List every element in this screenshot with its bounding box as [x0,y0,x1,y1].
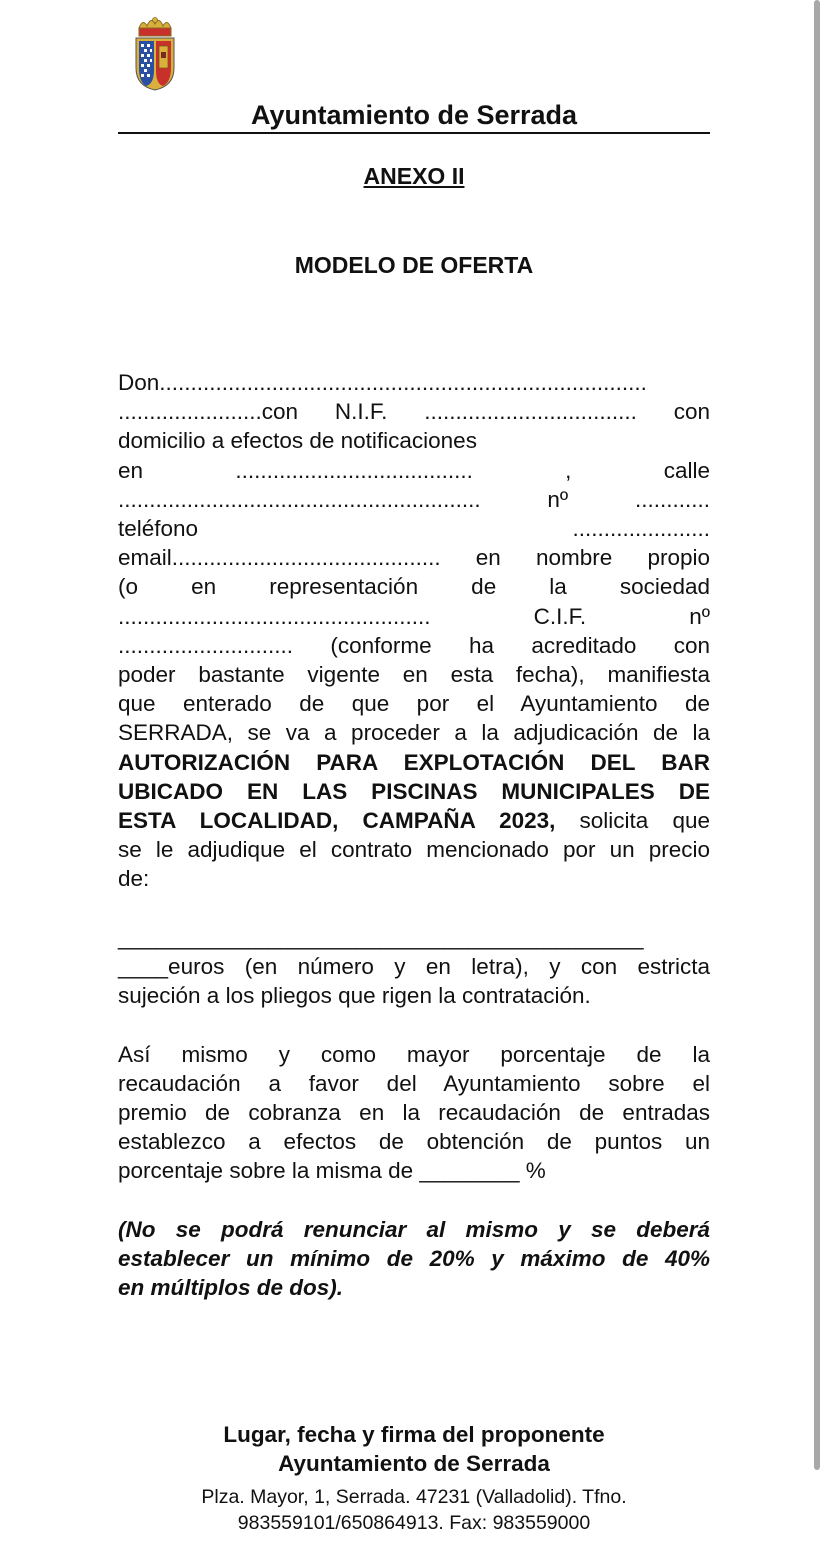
footer-org: Ayuntamiento de Serrada [278,1451,550,1476]
email-line: email........................................... en nombre propio [118,545,710,571]
offer-form-text [118,368,710,1302]
enterado-line: que enterado de que por el Ayuntamiento de [118,691,710,717]
calle-line: .......................................................... nº ............ [118,486,710,512]
euros-line: ____euros (en número y en letra), y con estricta [118,954,710,980]
header-title: Ayuntamiento de Serrada [118,98,710,134]
coat-of-arms-icon [133,16,177,92]
don-line: Don.............................................................................. [118,370,647,395]
model-title: MODELO DE OFERTA [294,252,534,278]
footer [118,1420,710,1536]
address-line-2: 983559101/650864913. Fax: 983559000 [237,1512,591,1534]
note-line-2: establecer un mínimo de 20% y máximo de 40% [118,1246,710,1272]
serrada-line: SERRADA, se va a proceder a la adjudicación de la [118,720,710,746]
adjudique-line: se le adjudique el contrato mencionado por un precio [118,837,710,863]
percentage-line-1: Así mismo y como mayor porcentaje de la [118,1041,710,1067]
percentage-line-2: recaudación a favor del Ayuntamiento sobre el [118,1070,710,1096]
cif-line: .................................................. C.I.F. nº [118,603,710,629]
percentage-line-3: premio de cobranza en la recaudación de entradas [118,1100,710,1126]
signature-label: Lugar, fecha y firma del proponente [223,1422,605,1447]
price-blank-line: __________________________________________ [118,924,644,950]
percentage-line-4: establezco a efectos de obtención de puntos un [118,1129,710,1155]
poder-line: poder bastante vigente en esta fecha), manifiesta [118,662,710,688]
scrollbar[interactable] [814,0,820,1470]
contract-title-line-2: UBICADO EN LAS PISCINAS MUNICIPALES DE [118,778,710,804]
domicilio-line: domicilio a efectos de notificaciones [118,428,477,454]
address-line-1: Plza. Mayor, 1, Serrada. 47231 (Valladolid). Tfno. [201,1486,627,1508]
sujecion-line: sujeción a los pliegos que rigen la contratación. [118,983,591,1009]
note-line-3: en múltiplos de dos). [118,1275,344,1301]
telefono-line: teléfono ...................... [118,516,710,542]
conforme-line: ............................ (conforme ha acreditado con [118,632,710,658]
annex-title: ANEXO II [363,163,465,189]
de-line: de: [118,866,150,892]
representacion-line: (o en representación de la sociedad [118,574,710,600]
percentage-line-5: porcentaje sobre la misma de ________ % [118,1158,546,1184]
note-line-1: (No se podrá renunciar al mismo y se deberá [118,1216,710,1242]
contract-title-line-3: ESTA LOCALIDAD, CAMPAÑA 2023, solicita que [118,808,710,834]
nif-line: .......................con N.I.F. .................................. con [118,399,710,425]
contract-title-line-1: AUTORIZACIÓN PARA EXPLOTACIÓN DEL BAR [118,749,710,775]
en-line: en ...................................... , calle [118,457,710,483]
